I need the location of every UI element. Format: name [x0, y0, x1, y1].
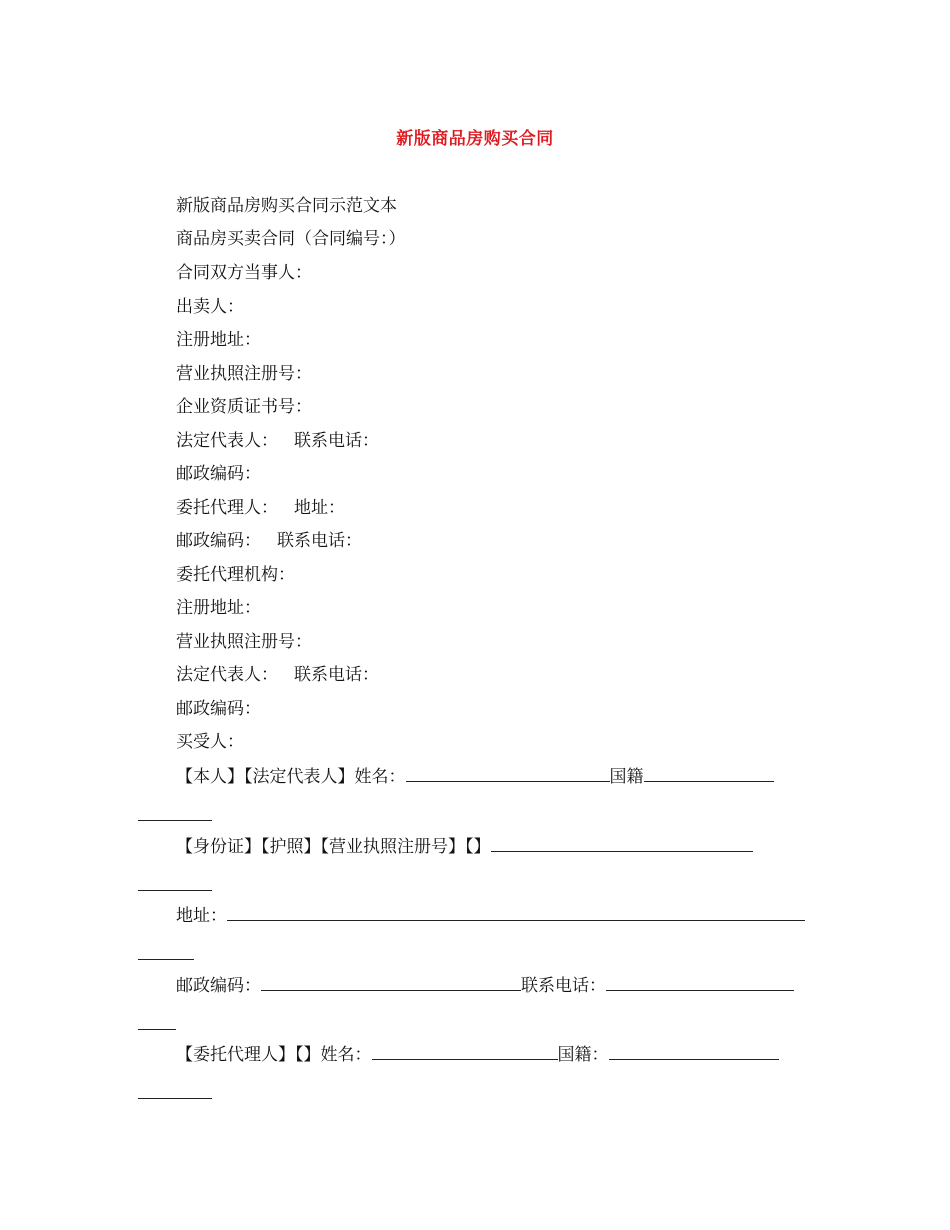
- text: 委托代理机构：: [176, 565, 295, 585]
- phone-field[interactable]: [606, 974, 794, 991]
- text: 买受人：: [176, 732, 244, 752]
- line-agency-address: [176, 597, 261, 619]
- address-field[interactable]: [227, 904, 805, 921]
- line-postal-code: [176, 463, 261, 485]
- text: 合同双方当事人：: [176, 263, 312, 283]
- buyer-name-field[interactable]: [406, 765, 610, 782]
- id-type-label: 【身份证】【护照】【营业执照注册号】【】: [176, 837, 491, 857]
- text: 邮政编码：: [176, 699, 261, 719]
- postal-label: 邮政编码：: [176, 976, 261, 996]
- line-seller: [176, 296, 244, 318]
- text: 注册地址：: [176, 598, 261, 618]
- text: 出卖人：: [176, 297, 244, 317]
- text: 商品房买卖合同（合同编号：）: [176, 229, 406, 249]
- line-postal-phone: [176, 530, 362, 552]
- postal-row-wrap-line: [138, 1029, 176, 1030]
- line-business-license: [176, 363, 312, 385]
- text: 法定代表人：: [176, 431, 278, 451]
- address-row: [176, 904, 805, 927]
- text: 联系电话：: [277, 531, 362, 551]
- line-legal-rep: [176, 430, 379, 452]
- id-number-field[interactable]: [491, 835, 753, 852]
- postal-phone-row: [176, 974, 794, 997]
- id-type-row: [176, 835, 753, 858]
- text: 邮政编码：: [176, 464, 261, 484]
- text: 注册地址：: [176, 330, 261, 350]
- agent-name-row: [176, 1043, 779, 1066]
- line-contract-number: [176, 228, 406, 250]
- text: 联系电话：: [294, 665, 379, 685]
- buyer-nationality-label: 国籍: [609, 767, 644, 787]
- address-label: 地址：: [176, 906, 227, 926]
- text: 地址：: [294, 498, 345, 518]
- id-row-wrap-line: [138, 890, 212, 891]
- agent-nationality-field[interactable]: [609, 1043, 779, 1060]
- text: 营业执照注册号：: [176, 632, 312, 652]
- line-agency-legal-rep: [176, 664, 379, 686]
- text: 联系电话：: [294, 431, 379, 451]
- phone-label: 联系电话：: [521, 976, 606, 996]
- text: 营业执照注册号：: [176, 364, 312, 384]
- agent-name-label: 【委托代理人】【】姓名：: [176, 1045, 372, 1065]
- text: 企业资质证书号：: [176, 397, 312, 417]
- buyer-nationality-field[interactable]: [644, 765, 774, 782]
- agent-nationality-label: 国籍：: [557, 1045, 609, 1065]
- address-row-wrap-line: [138, 959, 194, 960]
- line-agency-license: [176, 631, 312, 653]
- line-agent: [176, 497, 345, 519]
- line-buyer: [176, 731, 244, 753]
- buyer-name-row: [176, 765, 774, 788]
- line-registered-address: [176, 329, 261, 351]
- buyer-name-label: 【本人】【法定代表人】姓名：: [176, 767, 406, 787]
- text: 法定代表人：: [176, 665, 278, 685]
- line-template-name: [176, 195, 397, 217]
- postal-field[interactable]: [261, 974, 521, 991]
- document-title: 新版商品房购买合同: [396, 129, 554, 149]
- agent-name-field[interactable]: [372, 1043, 558, 1060]
- line-agency: [176, 564, 295, 586]
- line-parties: [176, 262, 312, 284]
- line-qualification-cert: [176, 396, 312, 418]
- text: 邮政编码：: [176, 531, 261, 551]
- agent-row-wrap-line: [138, 1098, 212, 1099]
- buyer-name-row-wrap-line: [138, 820, 212, 821]
- text: 新版商品房购买合同示范文本: [176, 196, 397, 216]
- text: 委托代理人：: [176, 498, 278, 518]
- line-agency-postal: [176, 698, 261, 720]
